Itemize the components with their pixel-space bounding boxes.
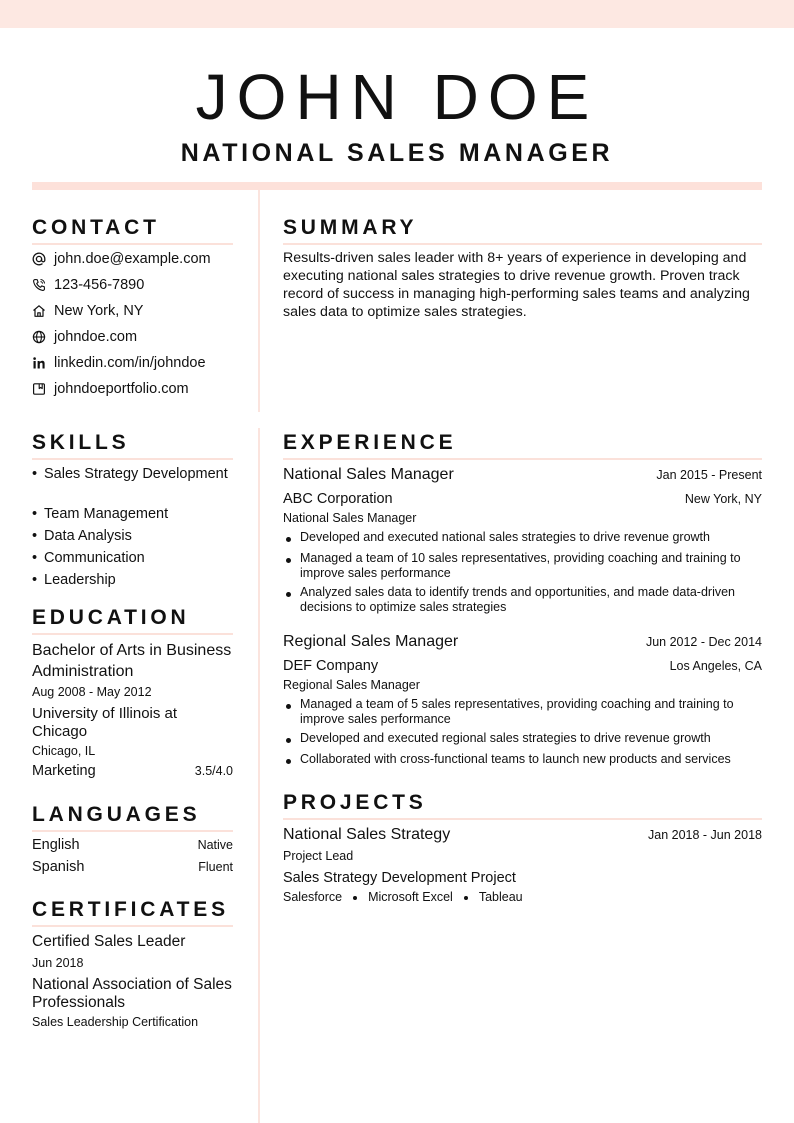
job-title: Regional Sales Manager [283,633,459,650]
contact-phone[interactable] [32,275,144,295]
skills-heading: SKILLS [32,431,233,460]
language-name: English [32,837,80,853]
education-heading: EDUCATION [32,606,233,635]
education-gpa: 3.5/4.0 [194,764,233,778]
globe-icon [32,330,46,344]
linkedin-icon [32,356,46,370]
contact-website-text: johndoe.com [54,329,138,345]
job-bullet: Managed a team of 10 sales representatives, providing coaching and training to improve sales performance [300,551,762,581]
separator-dot [353,896,357,900]
education-school: University of Illinois at Chicago [32,705,178,740]
job-company: ABC Corporation [283,491,393,507]
project-name: Sales Strategy Development Project [283,870,516,886]
job-bullet: Developed and executed regional sales strategies to drive revenue growth [300,731,762,746]
home-icon [32,304,46,318]
certificate-detail: Jun 2018 [32,956,84,970]
job-dates: Jan 2015 - Present [656,468,762,482]
top-accent-bar [0,0,794,28]
contact-location [32,301,143,321]
contact-email-text: john.doe@example.com [54,251,211,267]
job-bullet: Managed a team of 5 sales representatives, providing coaching and training to improve sales performance [300,697,762,727]
skill-item: • Sales Strategy Development [32,465,233,483]
education-location: Chicago, IL [32,744,96,758]
contact-location-text: New York, NY [54,303,144,319]
candidate-title: NATIONAL SALES MANAGER [180,139,614,167]
contact-website[interactable] [32,327,137,347]
phone-icon [32,278,46,292]
column-divider-bottom [258,428,260,1123]
contact-heading: CONTACT [32,216,233,245]
certificates-heading: CERTIFICATES [32,898,233,927]
project-tool: Tableau [478,890,523,904]
education-field-row [32,763,233,779]
project-tool: Salesforce [283,890,343,904]
column-divider-top [258,190,260,412]
job-bullet: Analyzed sales data to identify trends and opportunities, and made data-driven decisions to optimize sales strategies [300,585,762,615]
certificate-title: National Association of Sales Professionals [32,976,232,1011]
education-dates: Aug 2008 - May 2012 [32,685,152,699]
language-level: Fluent [198,860,233,874]
project-tools [283,890,523,905]
job-title: National Sales Manager [283,466,454,483]
skill-item: • Communication [32,549,233,567]
language-level: Native [197,838,233,852]
job-location: New York, NY [684,492,762,506]
skill-item: • Team Management [32,505,233,523]
job-company: DEF Company [283,658,379,674]
summary-heading: SUMMARY [283,216,762,245]
certificate-detail: Sales Leadership Certification [32,1015,199,1029]
project-title: National Sales Strategy [283,826,451,843]
at-icon [32,252,46,266]
contact-linkedin[interactable] [32,353,206,373]
language-name: Spanish [32,859,85,875]
language-row [32,837,233,853]
languages-heading: LANGUAGES [32,803,233,832]
header-divider [32,182,762,190]
certificate-title: Certified Sales Leader [32,933,186,950]
education-field: Marketing [32,763,96,779]
job-location: Los Angeles, CA [669,659,762,673]
language-row [32,859,233,875]
experience-heading: EXPERIENCE [283,431,762,460]
separator-dot [464,896,468,900]
project-role: Project Lead [283,849,354,863]
project-tool: Microsoft Excel [368,890,453,904]
contact-linkedin-text: linkedin.com/in/johndoe [54,355,206,371]
job-dates: Jun 2012 - Dec 2014 [645,635,762,649]
job-role: National Sales Manager [283,511,417,525]
contact-portfolio-text: johndoeportfolio.com [54,381,189,397]
job-bullet: Collaborated with cross-functional teams to launch new products and services [300,752,762,767]
job-role: Regional Sales Manager [283,678,420,692]
education-degree: Bachelor of Arts in Business Administration [32,642,232,680]
skill-item: • Leadership [32,571,233,589]
projects-heading: PROJECTS [283,791,762,820]
contact-email[interactable] [32,249,211,269]
skill-item: • Data Analysis [32,527,233,545]
project-dates: Jan 2018 - Jun 2018 [648,828,762,842]
contact-portfolio[interactable] [32,379,189,399]
contact-phone-text: 123-456-7890 [54,277,145,293]
summary-text: Results-driven sales leader with 8+ years of experience in developing and executing national sales strategies to drive revenue growth. Proven track record of success in managing high-performing sales teams and analyzing sales data to optimize sales strategies. [283,250,750,320]
job-bullet: Developed and executed national sales strategies to drive revenue growth [300,530,762,545]
candidate-name: JOHN DOE [195,61,599,133]
portfolio-icon [32,382,46,396]
